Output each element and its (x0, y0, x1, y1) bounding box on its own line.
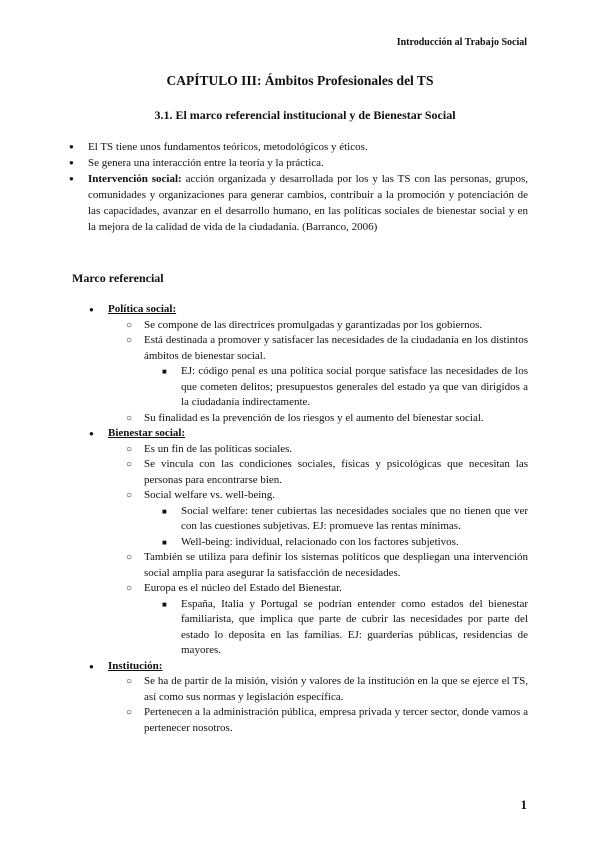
sub-item: ■ Social welfare: tener cubiertas las necesidades sociales que no tienen que ver con las cuestiones subjetivas. EJ: promueve las rentas mínimas. (181, 504, 528, 535)
list-item: ○ Social welfare vs. well-being. ■ Social welfare: tener cubiertas las necesidades sociales que no tienen que ver con las cuestiones subjetivas. EJ: promueve las rentas mínimas. ■ Well-being: individual, relacionado con los factores subjetivos. (144, 488, 528, 550)
list-item: ○ Pertenecen a la administración pública, empresa privada y tercer sector, donde vamos a pertenecer nosotros. (144, 705, 528, 736)
section-subtitle: 3.1. El marco referencial institucional y de Bienestar Social (154, 108, 456, 122)
list-item: ○ Se ha de partir de la misión, visión y valores de la institución en la que se ejerce el TS, así como sus normas y legislación específica. (144, 674, 528, 705)
sub-item: ■ EJ: código penal es una política social porque satisface las necesidades de los que cometen delitos; presupuestos generales del estado ya que van dirigidos a la ciudadanía indirectamente. (181, 364, 528, 411)
topic-heading: Bienestar social: (108, 427, 186, 439)
sub-item: ■ España, Italia y Portugal se podrían entender como estados del bienestar familiarista, que implica que parte de cubrir las necesidades por parte del estado lo deposita en las familias. EJ: guarderías públicas, residencias de mayores. (181, 597, 528, 659)
intro-item: ● Intervención social: acción organizada y desarrollada por los y las TS con las personas, grupos, comunidades y organizaciones para generar cambios, contribuir a la promoción y potenciación de las capacidades, avanzar en el desarrollo humano, en las políticas sociales de bienestar social y en la mejora de la calidad de vida de la ciudadanía. (Barranco, 2006) (88, 171, 528, 235)
list-item: ○ Europa es el núcleo del Estado del Bienestar. ■ España, Italia y Portugal se podrían entender como estados del bienestar familiarista, que implica que parte de cubrir las necesidades por parte del estado lo deposita en las familias. EJ: guarderías públicas, residencias de mayores. (144, 581, 528, 659)
list-item: ○ Su finalidad es la prevención de los riesgos y el aumento del bienestar social. (144, 411, 528, 427)
outline-topic (108, 302, 528, 426)
page-number: 1 (520, 797, 527, 812)
topic-heading: Institución: (108, 659, 163, 672)
list-item: ○ Es un fin de las políticas sociales. (144, 442, 528, 458)
list-item: ○ También se utiliza para definir los sistemas políticos que despliegan una intervención social amplia para asegurar la satisfacción de necesidades. (144, 550, 528, 581)
sub-item: ■ Well-being: individual, relacionado con los factores subjetivos. (181, 535, 528, 551)
chapter-title: CAPÍTULO III: Ámbitos Profesionales del TS (166, 73, 434, 88)
term-label: Intervención social: (88, 173, 182, 185)
list-item: ○ Está destinada a promover y satisfacer las necesidades de la ciudadanía en los distintos ámbitos de bienestar social. ■ EJ: código penal es una política social porque satisface las necesidades de los que cometen delitos; presupuestos generales del estado ya que van dirigidos a la ciudadanía indirectamente. (144, 333, 528, 411)
topic-heading: Política social: (108, 303, 177, 315)
outline-topic (108, 659, 528, 737)
intro-list (88, 139, 528, 235)
intro-item: ● El TS tiene unos fundamentos teóricos, metodológicos y éticos. (88, 139, 528, 155)
section-heading: Marco referencial (72, 271, 164, 285)
outline-list (108, 302, 528, 736)
outline-topic (108, 426, 528, 659)
intro-item: ● Se genera una interacción entre la teoría y la práctica. (88, 155, 528, 171)
running-header: Introducción al Trabajo Social (396, 37, 527, 48)
list-item: ○ Se vincula con las condiciones sociales, físicas y psicológicas que necesitan las personas para encontrarse bien. (144, 457, 528, 488)
list-item: ○ Se compone de las directrices promulgadas y garantizadas por los gobiernos. (144, 318, 528, 334)
